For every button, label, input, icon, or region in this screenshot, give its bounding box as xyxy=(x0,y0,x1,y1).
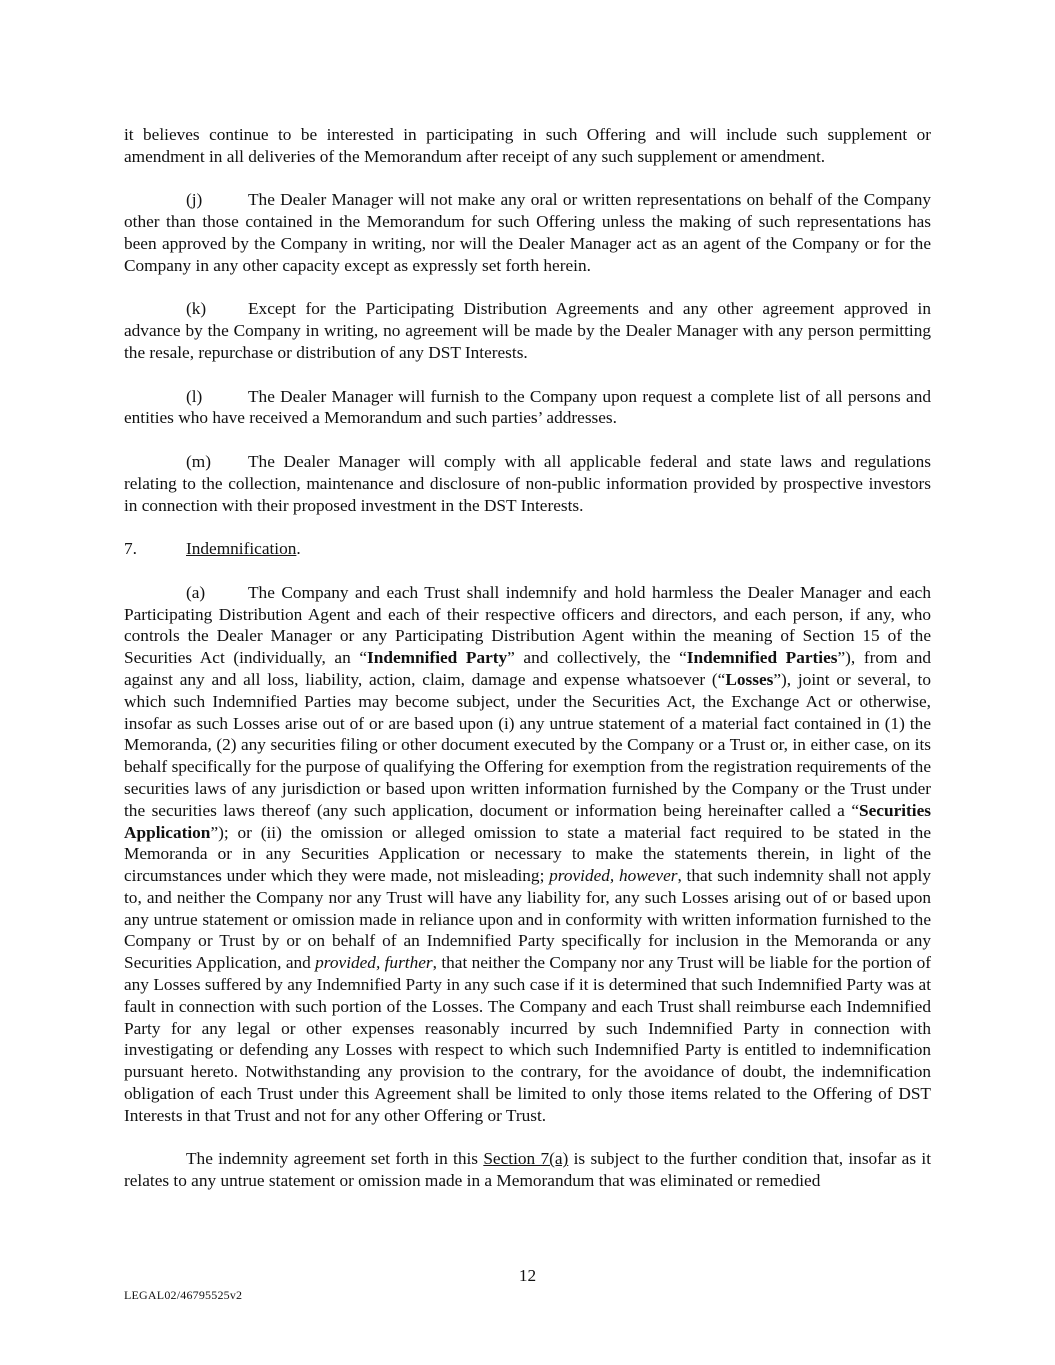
clause-l xyxy=(124,386,931,430)
clause-text: , that neither the Company nor any Trust will be liable for the portion of any Losses suffered by any Indemnified Party in any such case if it is determined that such Indemnified Party was at fault in connection with such portion of the Losses. The Company and each Trust shall reimburse each Indemnified Party for any legal or other expenses reasonably incurred by such Indemnified Party in connection with investigating or defending any Losses with respect to which such Indemnified Party is entitled to indemnification pursuant hereto. Notwithstanding any provision to the contrary, for the avoidance of doubt, the indemnification obligation of each Trust under this Agreement shall be limited to only those items related to the Offering of DST Interests in that Trust and not for any other Offering or Trust. xyxy=(124,953,931,1125)
document-body xyxy=(124,124,931,1214)
clause-text: Except for the Participating Distribution Agreements and any other agreement approved in advance by the Company in writing, no agreement will be made by the Dealer Manager with any person permitting the resale, repurchase or distribution of any DST Interests. xyxy=(124,299,931,362)
clause-label: (j) xyxy=(186,190,203,210)
clause-k xyxy=(124,298,931,363)
clause-text: The Company and each Trust shall indemnify and hold harmless the Dealer Manager and each Participating Distribution Agent and each of their respective officers and directors, and each person, if any, who controls the Dealer Manager or any Participating Distribution Agent within the meaning of Section 15 of the Securities Act (individually, an “ xyxy=(124,582,931,668)
clause-m xyxy=(124,451,931,516)
clause-a xyxy=(124,582,931,1127)
paragraph-text: is subject to the further condition that, insofar as it relates to any untrue statement or omission made in a Memorandum that was eliminated or remedied xyxy=(124,1149,931,1191)
clause-text: ”), joint or several, to which such Indemnified Parties may become subject, under the Securities Act, the Exchange Act or otherwise, insofar as such Losses arise out of or are based upon (i) any untrue statement of a material fact contained in (1) the Memoranda, (2) any securities filing or other document executed by the Company or a Trust or, in either case, on its behalf specifically for the purpose of qualifying the Offering for exemption from the registration requirements of the securities laws of any jurisdiction or based upon written information furnished by the Company or the Trust under the securities laws thereof (any such application, document or information being hereinafter called a “ xyxy=(124,669,931,820)
clause-label: (m) xyxy=(186,451,211,471)
section-title: Indemnification xyxy=(186,539,297,559)
document-id: LEGAL02/46795525v2 xyxy=(124,1288,243,1302)
defined-term: Indemnified Parties xyxy=(686,648,838,668)
indemnity-condition-paragraph xyxy=(124,1148,931,1192)
clause-text: ” and collectively, the “ xyxy=(507,648,687,668)
clause-label: (a) xyxy=(186,582,206,602)
clause-text: The Dealer Manager will furnish to the Company upon request a complete list of all persons and entities who have received a Memorandum and such parties’ addresses. xyxy=(124,386,931,428)
clause-text: ”), from and against any and all loss, liability, action, claim, damage and expense whatsoever (“ xyxy=(124,648,931,689)
defined-term: Losses xyxy=(725,669,774,689)
page-number: 12 xyxy=(518,1266,537,1285)
clause-label: (l) xyxy=(186,386,203,406)
clause-text: , that such indemnity shall not apply to, and neither the Company nor any Trust will have any liability for, any such Losses arising out of or based upon any untrue statement or omission made in reliance upon and in conformity with written information furnished to the Company or Trust by or on behalf of an Indemnified Party specifically for inclusion in the Memoranda or any Securities Application, and xyxy=(124,866,931,973)
defined-term: Indemnified Party xyxy=(367,648,508,668)
clause-text: The Dealer Manager will not make any oral or written representations on behalf of the Company other than those contained in the Memorandum for such Offering unless the making of such representations has been approved by the Company in writing, nor will the Dealer Manager act as an agent of the Company or for the Company in any other capacity except as expressly set forth herein. xyxy=(124,190,931,275)
defined-term: Securities Application xyxy=(124,800,931,842)
clause-text: ”); or (ii) the omission or alleged omission to state a material fact required to be stated in the Memoranda or in any Securities Application or necessary to make the statements therein, in light of the circumstances under which they were made, not misleading; xyxy=(124,822,931,886)
section-reference: Section 7(a) xyxy=(483,1149,569,1169)
clause-label: (k) xyxy=(186,299,207,319)
proviso-term: provided, further xyxy=(315,953,433,973)
section-heading xyxy=(124,538,931,560)
proviso-term: provided, however xyxy=(549,866,678,886)
clause-j xyxy=(124,189,931,276)
section-title-suffix: . xyxy=(296,539,301,559)
continuation-paragraph: it believes continue to be interested in participating in such Offering and will include such supplement or amendment in all deliveries of the Memorandum after receipt of any such supplement or amendment. xyxy=(124,125,931,166)
clause-text: The Dealer Manager will comply with all applicable federal and state laws and regulations relating to the collection, maintenance and disclosure of non-public information provided by prospective investors in connection with their proposed investment in the DST Interests. xyxy=(124,451,931,515)
section-number: 7. xyxy=(124,539,137,559)
paragraph-text: The indemnity agreement set forth in this xyxy=(186,1149,484,1169)
